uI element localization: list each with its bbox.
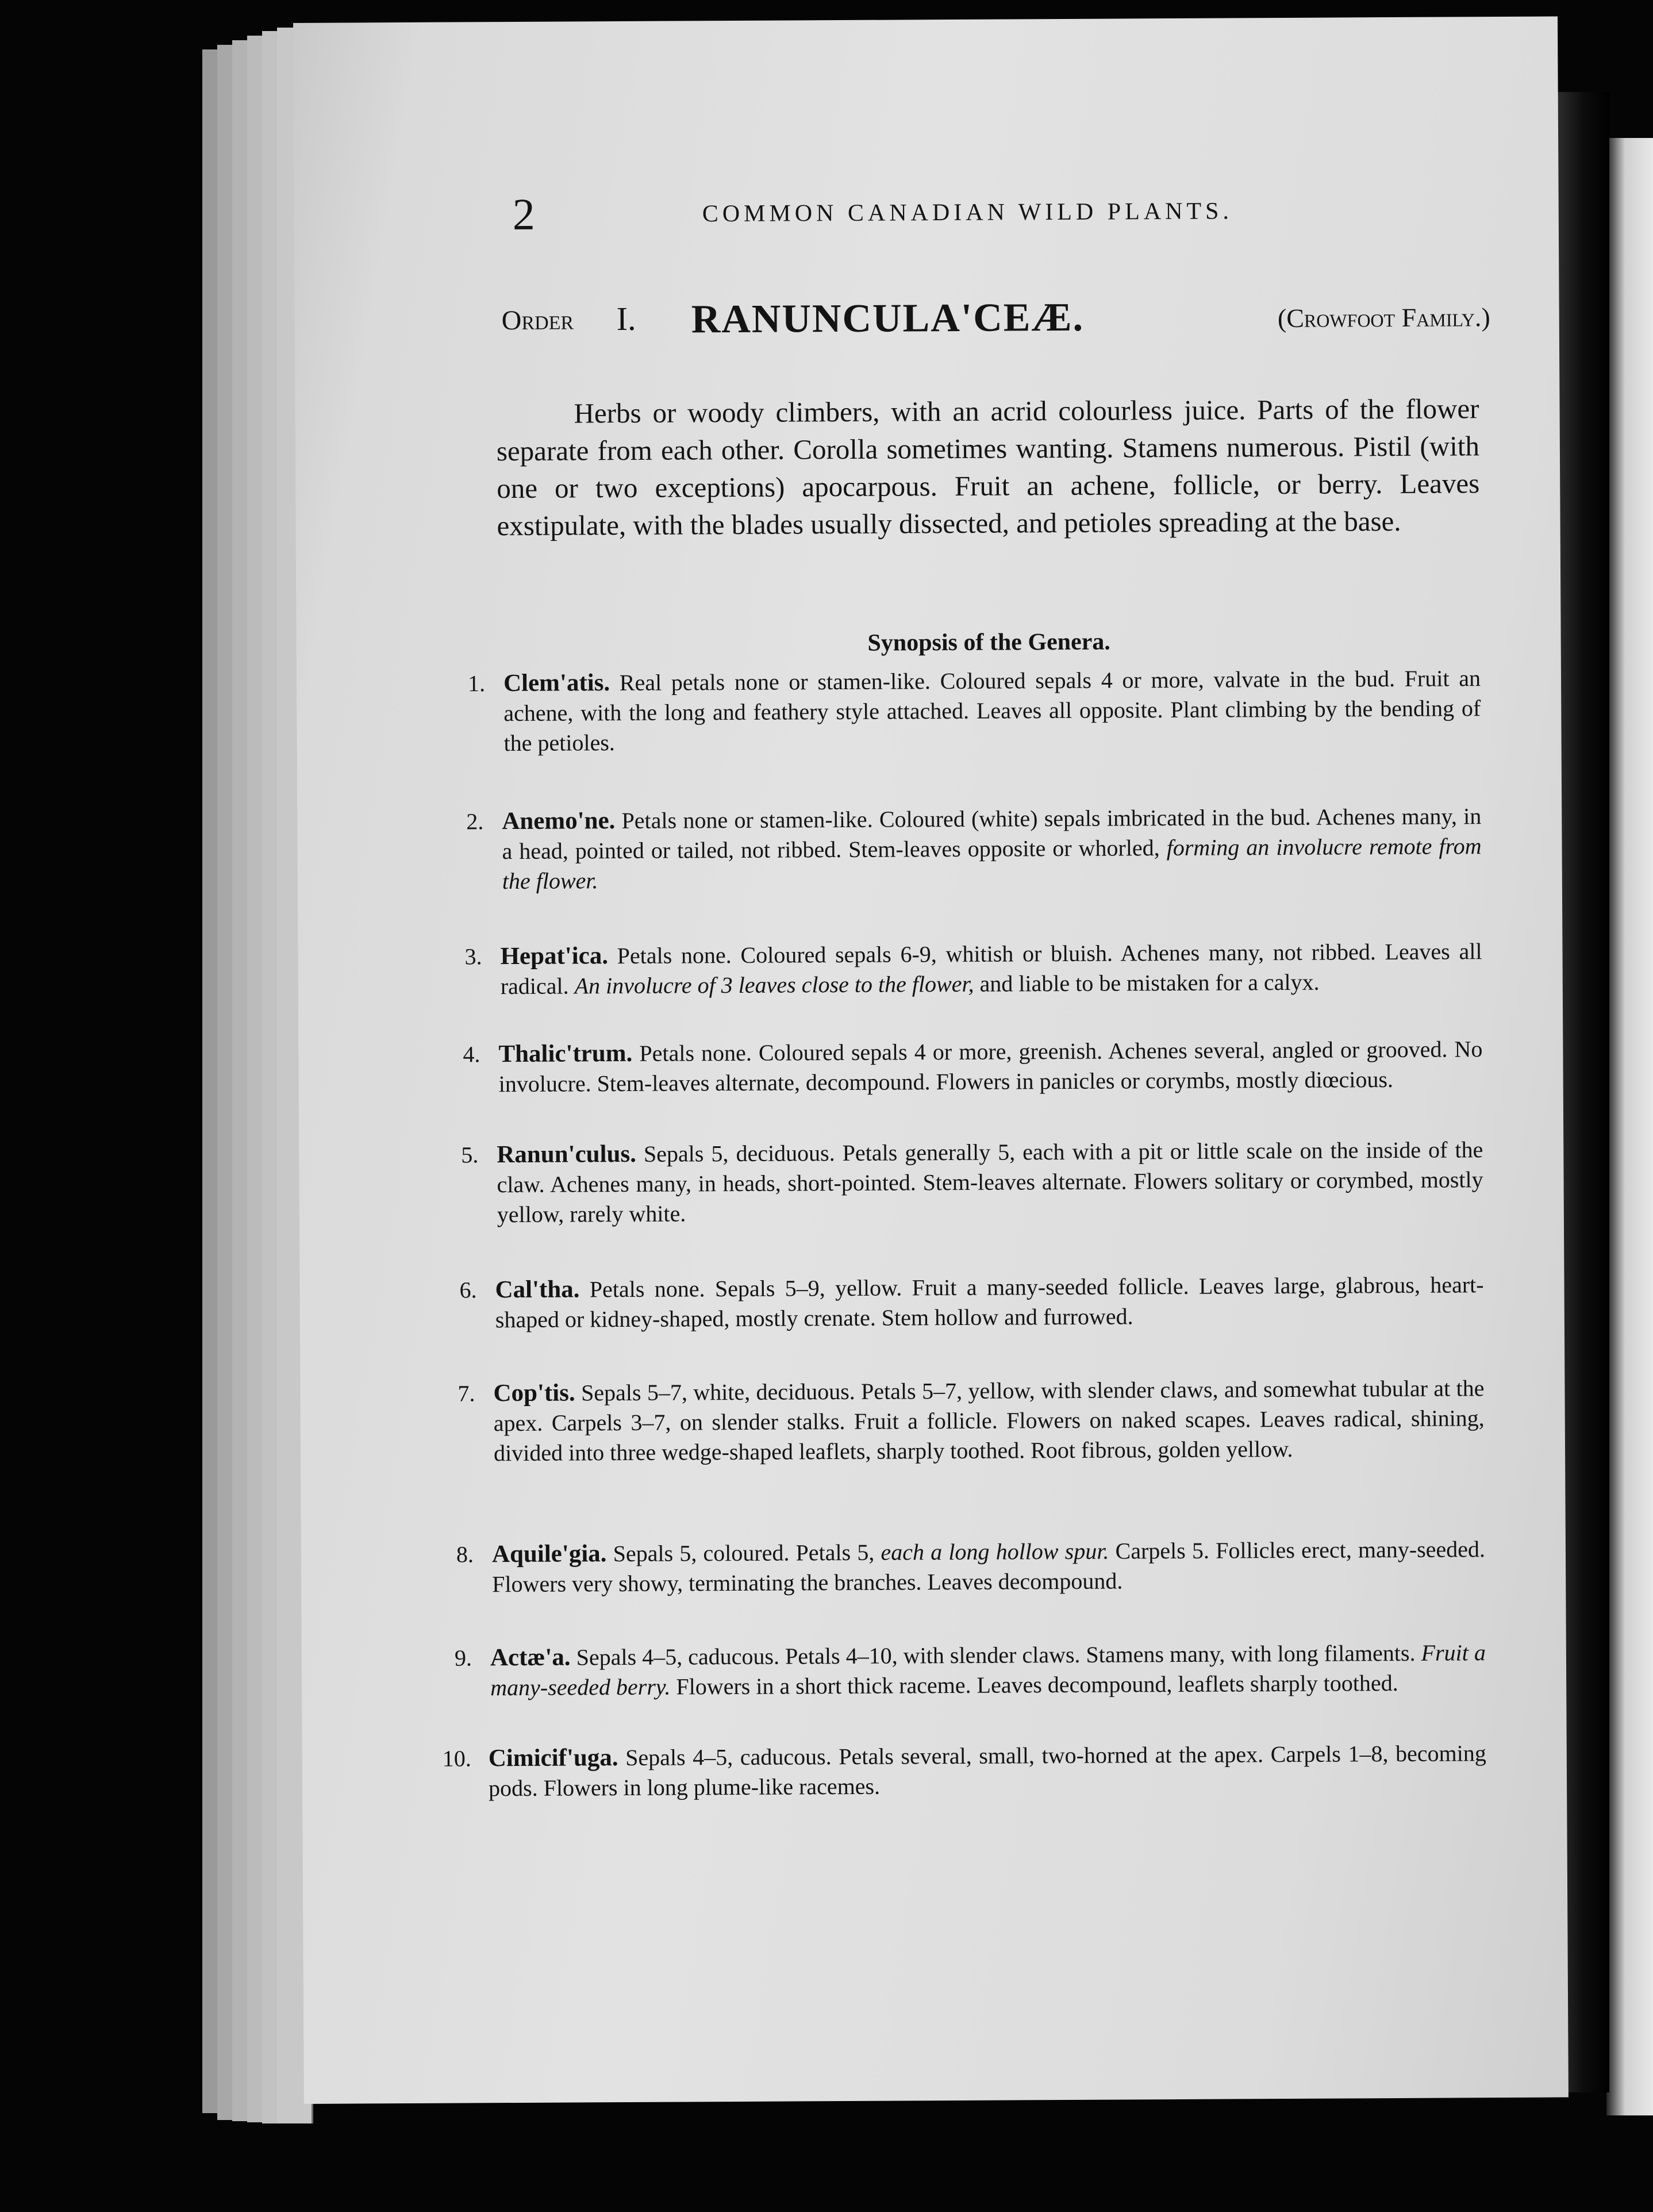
family-name: RANUNCULA'CEÆ.: [691, 295, 1085, 342]
genus-description-end: Carpels 5. Follicles erect, many-seeded. Flowers very showy, terminating the branches. Leaves decompound.: [492, 1536, 1486, 1597]
page-number: 2: [512, 189, 535, 240]
genus-name: Anemo'ne.: [502, 807, 616, 835]
page-content: [293, 16, 1569, 2103]
genus-name: Cimicif'uga.: [488, 1744, 618, 1772]
genus-entry: [458, 1373, 1485, 1468]
family-common-name: (Crowfoot Family.): [1277, 302, 1490, 333]
genus-entry: [454, 1638, 1486, 1703]
intro-paragraph: Herbs or woody climbers, with an acrid colourless juice. Parts of the flower separate from each other. Corolla sometimes wanting. Stamens numerous. Pistil (with one or two exceptions) apocarpous. Fruit an achene, follicle, or berry. Leaves exstipulate, with the blades usually dissected, and petioles spreading at the base.: [496, 393, 1480, 542]
genus-number: 2.: [466, 808, 484, 835]
genus-name: Hepat'ica.: [500, 942, 609, 970]
genus-description-end: and liable to be mistaken for a calyx.: [979, 969, 1320, 997]
genus-entry: [467, 663, 1481, 758]
genus-description: Sepals 5–7, white, deciduous. Petals 5–7, yellow, with slender claws, and somewhat tubular at the apex. Carpels 3–7, on slender stalks. Fruit a follicle. Flowers on naked scapes. Leaves radical, shining, divided into three wedge-shaped leaflets, sharply toothed. Root fibrous, golden yellow.: [493, 1375, 1485, 1466]
genus-number: 9.: [454, 1645, 472, 1671]
order-number: I.: [616, 299, 636, 338]
genus-number: 3.: [464, 943, 482, 970]
genus-description: Sepals 5, deciduous. Petals generally 5, each with a pit or little scale on the inside of the claw. Achenes many, in heads, short-pointed. Stem-leaves alternate. Flowers solitary or corymbed, mostly yellow, rarely white.: [497, 1136, 1483, 1228]
genus-description: Sepals 5, coloured. Petals 5,: [613, 1539, 875, 1567]
genus-number: 1.: [467, 670, 486, 697]
genus-number: 7.: [458, 1380, 475, 1407]
book-page: [293, 16, 1569, 2103]
genus-entry: [459, 1270, 1484, 1335]
genus-entry: [463, 1034, 1483, 1099]
synopsis-title: Synopsis of the Genera.: [867, 628, 1110, 656]
genus-name: Cop'tis.: [493, 1379, 575, 1407]
genus-number: 4.: [463, 1041, 480, 1067]
genus-name: Actæ'a.: [490, 1643, 571, 1672]
genus-description: Petals none. Coloured sepals 6-9, whitish or bluish. Achenes many, not ribbed. Leaves all radical.: [500, 938, 1482, 1000]
genus-name: Ranun'culus.: [497, 1140, 637, 1169]
genus-description: Sepals 4–5, caducous. Petals 4–10, with slender claws. Stamens many, with long filaments.: [576, 1639, 1416, 1670]
genus-entry: [442, 1738, 1487, 1803]
order-heading: [502, 293, 1490, 350]
running-head: [294, 183, 1559, 253]
genus-emphasis: each a long hollow spur.: [881, 1538, 1109, 1565]
running-title: COMMON CANADIAN WILD PLANTS.: [702, 198, 1233, 228]
genus-description: Sepals 4–5, caducous. Petals several, small, two-horned at the apex. Carpels 1–8, becoming pods. Flowers in long plume-like racemes.: [488, 1740, 1486, 1802]
genus-entry: [466, 801, 1482, 896]
genus-number: 5.: [461, 1142, 479, 1168]
order-label: Order: [501, 305, 574, 336]
genus-number: 6.: [459, 1277, 477, 1303]
genus-name: Thalic'trum.: [498, 1039, 633, 1068]
genus-name: Cal'tha.: [495, 1276, 580, 1304]
genus-number: 10.: [442, 1745, 471, 1772]
genus-description: Real petals none or stamen-like. Coloured sepals 4 or more, valvate in the bud. Fruit an achene, with the long and feathery style attached. Leaves all opposite. Plant climbing by the bending of the petioles.: [503, 665, 1481, 756]
genus-entry: [461, 1135, 1483, 1230]
genus-description: Petals none. Coloured sepals 4 or more, greenish. Achenes several, angled or grooved. No involucre. Stem-leaves alternate, decompound. Flowers in panicles or corymbs, mostly diœcious.: [498, 1036, 1483, 1097]
genus-name: Aquile'gia.: [491, 1540, 607, 1568]
genus-description-end: Flowers in a short thick raceme. Leaves decompound, leaflets sharply toothed.: [676, 1669, 1398, 1700]
genus-description: Petals none or stamen-like. Coloured (white) sepals imbricated in the bud. Achenes many, in a head, pointed or tailed, not ribbed. Stem-leaves opposite or whorled,: [502, 803, 1482, 865]
genus-number: 8.: [456, 1541, 474, 1568]
genus-emphasis: forming an involucre remote from the flower.: [502, 833, 1482, 894]
genus-emphasis: Fruit a many-seeded berry.: [490, 1639, 1486, 1701]
genus-entry: [464, 936, 1482, 1001]
genus-name: Clem'atis.: [503, 669, 610, 697]
genus-entry: [456, 1534, 1486, 1599]
next-page-edge: [1606, 138, 1653, 2115]
genus-emphasis: An involucre of 3 leaves close to the flower,: [574, 970, 974, 999]
genus-description: Petals none. Sepals 5–9, yellow. Fruit a many-seeded follicle. Leaves large, glabrous, heart-shaped or kidney-shaped, mostly crenate. Stem hollow and furrowed.: [495, 1272, 1484, 1333]
